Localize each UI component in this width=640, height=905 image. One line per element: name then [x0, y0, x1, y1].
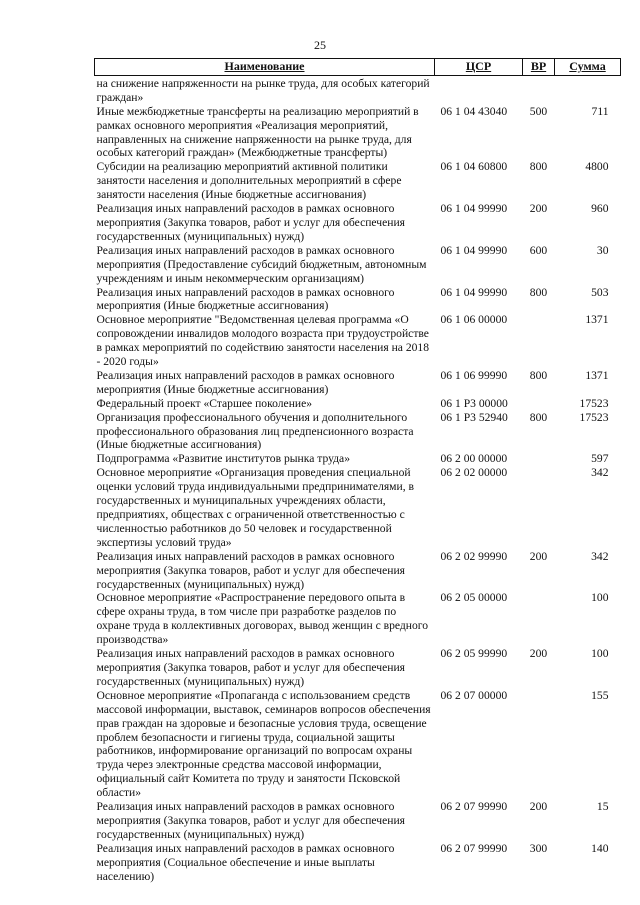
- table-row: [95, 286, 621, 314]
- row-vr: 600: [529, 243, 548, 257]
- row-name: Реализация иных направлений расходов в рамках основного мероприятия (Закупка товаров, работ и услуг для обеспечения государственных (муниципальных) нужд): [96, 800, 405, 841]
- row-vr: 800: [529, 368, 548, 382]
- row-vr: [523, 591, 555, 647]
- row-name: Основное мероприятие «Распространение передового опыта в сфере охраны труда, в том числе при разработке разделов по охране труда в коллективных договорах, вывод женщин с вредного производства»: [96, 591, 429, 647]
- table-row: [95, 105, 621, 161]
- table-row: [95, 591, 621, 647]
- row-csr: 06 1 06 99990: [440, 368, 508, 382]
- table-row: [95, 202, 621, 244]
- row-sum: 100: [591, 647, 609, 661]
- row-sum: 30: [596, 243, 609, 257]
- table-row: [95, 75, 621, 104]
- row-sum: 1371: [585, 313, 609, 327]
- table-row: [95, 689, 621, 800]
- row-csr: 06 2 05 99990: [440, 647, 508, 661]
- table-row: [95, 452, 621, 466]
- row-csr: 06 2 07 99990: [440, 800, 508, 814]
- row-vr: 200: [529, 647, 548, 661]
- row-name: Реализация иных направлений расходов в рамках основного мероприятия (Закупка товаров, работ и услуг для обеспечения государственных (муниципальных) нужд): [96, 202, 405, 243]
- row-vr: [523, 75, 555, 104]
- row-sum: 342: [591, 549, 609, 563]
- header-name: Наименование: [95, 59, 435, 76]
- row-sum: 711: [591, 104, 609, 118]
- row-sum: 100: [591, 591, 609, 605]
- table-row: [95, 647, 621, 689]
- table-row: [95, 842, 621, 884]
- row-csr: 06 1 04 99990: [440, 285, 508, 299]
- row-csr: 06 1 06 00000: [440, 313, 508, 327]
- table-row: [95, 411, 621, 453]
- row-sum: 140: [591, 841, 609, 855]
- table-row: [95, 466, 621, 549]
- row-csr: 06 2 02 00000: [440, 466, 508, 480]
- row-vr: 200: [529, 800, 548, 814]
- table-row: [95, 397, 621, 411]
- row-vr: [523, 397, 555, 411]
- row-sum: 4800: [585, 160, 609, 174]
- row-name: Иные межбюджетные трансферты на реализацию мероприятий в рамках основного мероприятия «Реализация мероприятий, направленных на снижение напряженности на рынке труда, для особых категорий граждан» (Межбюджетные трансферты): [96, 104, 419, 160]
- row-name: Реализация иных направлений расходов в рамках основного мероприятия (Социальное обеспечение и иные выплаты населению): [96, 841, 395, 883]
- row-sum: 597: [591, 452, 609, 466]
- row-sum: 17523: [579, 396, 609, 410]
- row-vr: 200: [529, 549, 548, 563]
- row-csr: 06 2 02 99990: [440, 549, 508, 563]
- row-sum: 342: [591, 466, 609, 480]
- row-vr: 500: [529, 104, 548, 118]
- row-name: Реализация иных направлений расходов в рамках основного мероприятия (Закупка товаров, работ и услуг для обеспечения государственных (муниципальных) нужд): [96, 647, 405, 688]
- page-number: 25: [314, 38, 326, 52]
- header-vr: ВР: [523, 59, 555, 76]
- row-sum: 1371: [585, 368, 609, 382]
- row-name: Реализация иных направлений расходов в рамках основного мероприятия (Иные бюджетные ассигнования): [96, 368, 395, 396]
- row-name: Федеральный проект «Старшее поколение»: [96, 396, 313, 410]
- row-csr: 06 2 05 00000: [440, 591, 508, 605]
- row-csr: 06 1 04 60800: [440, 160, 508, 174]
- row-csr: 06 1 P3 52940: [440, 410, 508, 424]
- row-vr: 800: [529, 160, 548, 174]
- row-name: Основное мероприятие «Пропаганда с использованием средств массовой информации, выставок, семинаров вопросов обеспечения прав граждан на здоровые и безопасные условия труда, освещение проблем безопасности и гигиены труда, социальной защиты работников, информирование организаций по вопросам охраны труда через электронные средства массовой информации, официальный сайт Комитета по труду и занятости Псковской области»: [96, 688, 431, 800]
- table-row: [95, 550, 621, 592]
- table-row: [95, 160, 621, 202]
- header-csr: ЦСР: [435, 59, 523, 76]
- row-csr: 06 1 04 43040: [440, 104, 508, 118]
- row-csr: [435, 75, 523, 104]
- table-row: [95, 313, 621, 369]
- table-row: [95, 800, 621, 842]
- row-vr: 800: [529, 285, 548, 299]
- row-name: Основное мероприятие "Ведомственная целевая программа «О сопровождении инвалидов молодого возраста при трудоустройстве в рамках мероприятий по содействию занятости населения на 2018 - 2020 годы»: [96, 313, 430, 369]
- row-csr: 06 2 07 99990: [440, 841, 508, 855]
- row-vr: [523, 313, 555, 369]
- budget-table: [94, 58, 621, 883]
- row-vr: 200: [529, 202, 548, 216]
- row-sum: 155: [591, 688, 609, 702]
- row-vr: [523, 466, 555, 549]
- table-body: [95, 75, 621, 883]
- row-csr: 06 2 07 00000: [440, 688, 508, 702]
- row-csr: 06 2 00 00000: [440, 452, 508, 466]
- row-sum: 15: [596, 800, 609, 814]
- row-sum: 17523: [579, 410, 609, 424]
- row-csr: 06 1 04 99990: [440, 243, 508, 257]
- table-row: [95, 369, 621, 397]
- row-sum: 960: [591, 202, 609, 216]
- row-name: Реализация иных направлений расходов в рамках основного мероприятия (Предоставление субсидий бюджетным, автономным учреждениям и иным некоммерческим организациям): [96, 243, 427, 285]
- row-sum: [555, 75, 621, 104]
- row-name: Реализация иных направлений расходов в рамках основного мероприятия (Иные бюджетные ассигнования): [96, 285, 395, 313]
- row-csr: 06 1 P3 00000: [440, 396, 508, 410]
- row-name: Подпрограмма «Развитие институтов рынка труда»: [96, 452, 351, 466]
- row-name: Реализация иных направлений расходов в рамках основного мероприятия (Закупка товаров, работ и услуг для обеспечения государственных (муниципальных) нужд): [96, 549, 405, 591]
- row-name: Организация профессионального обучения и дополнительного профессионального образования лиц предпенсионного возраста (Иные бюджетные ассигнования): [96, 410, 414, 452]
- row-vr: 800: [529, 410, 548, 424]
- row-sum: 503: [591, 285, 609, 299]
- table-header: [95, 59, 621, 76]
- row-csr: 06 1 04 99990: [440, 202, 508, 216]
- row-vr: 300: [529, 841, 548, 855]
- row-name: Субсидии на реализацию мероприятий активной политики занятости населения и дополнительных мероприятий в сфере занятости населения (Иные бюджетные ассигнования): [96, 160, 402, 202]
- row-name: на снижение напряженности на рынке труда, для особых категорий граждан»: [96, 76, 430, 104]
- table-row: [95, 244, 621, 286]
- row-name: Основное мероприятие «Организация проведения специальной оценки условий труда индивидуальными предпринимателями, в государственных и муниципальных учреждениях области, предприятиях, обществах с ограниченной ответственностью с численностью работников до 50 человек и государственной экспертизы условий труда»: [96, 466, 414, 549]
- row-vr: [523, 689, 555, 800]
- row-vr: [523, 452, 555, 466]
- header-sum: Сумма: [555, 59, 621, 76]
